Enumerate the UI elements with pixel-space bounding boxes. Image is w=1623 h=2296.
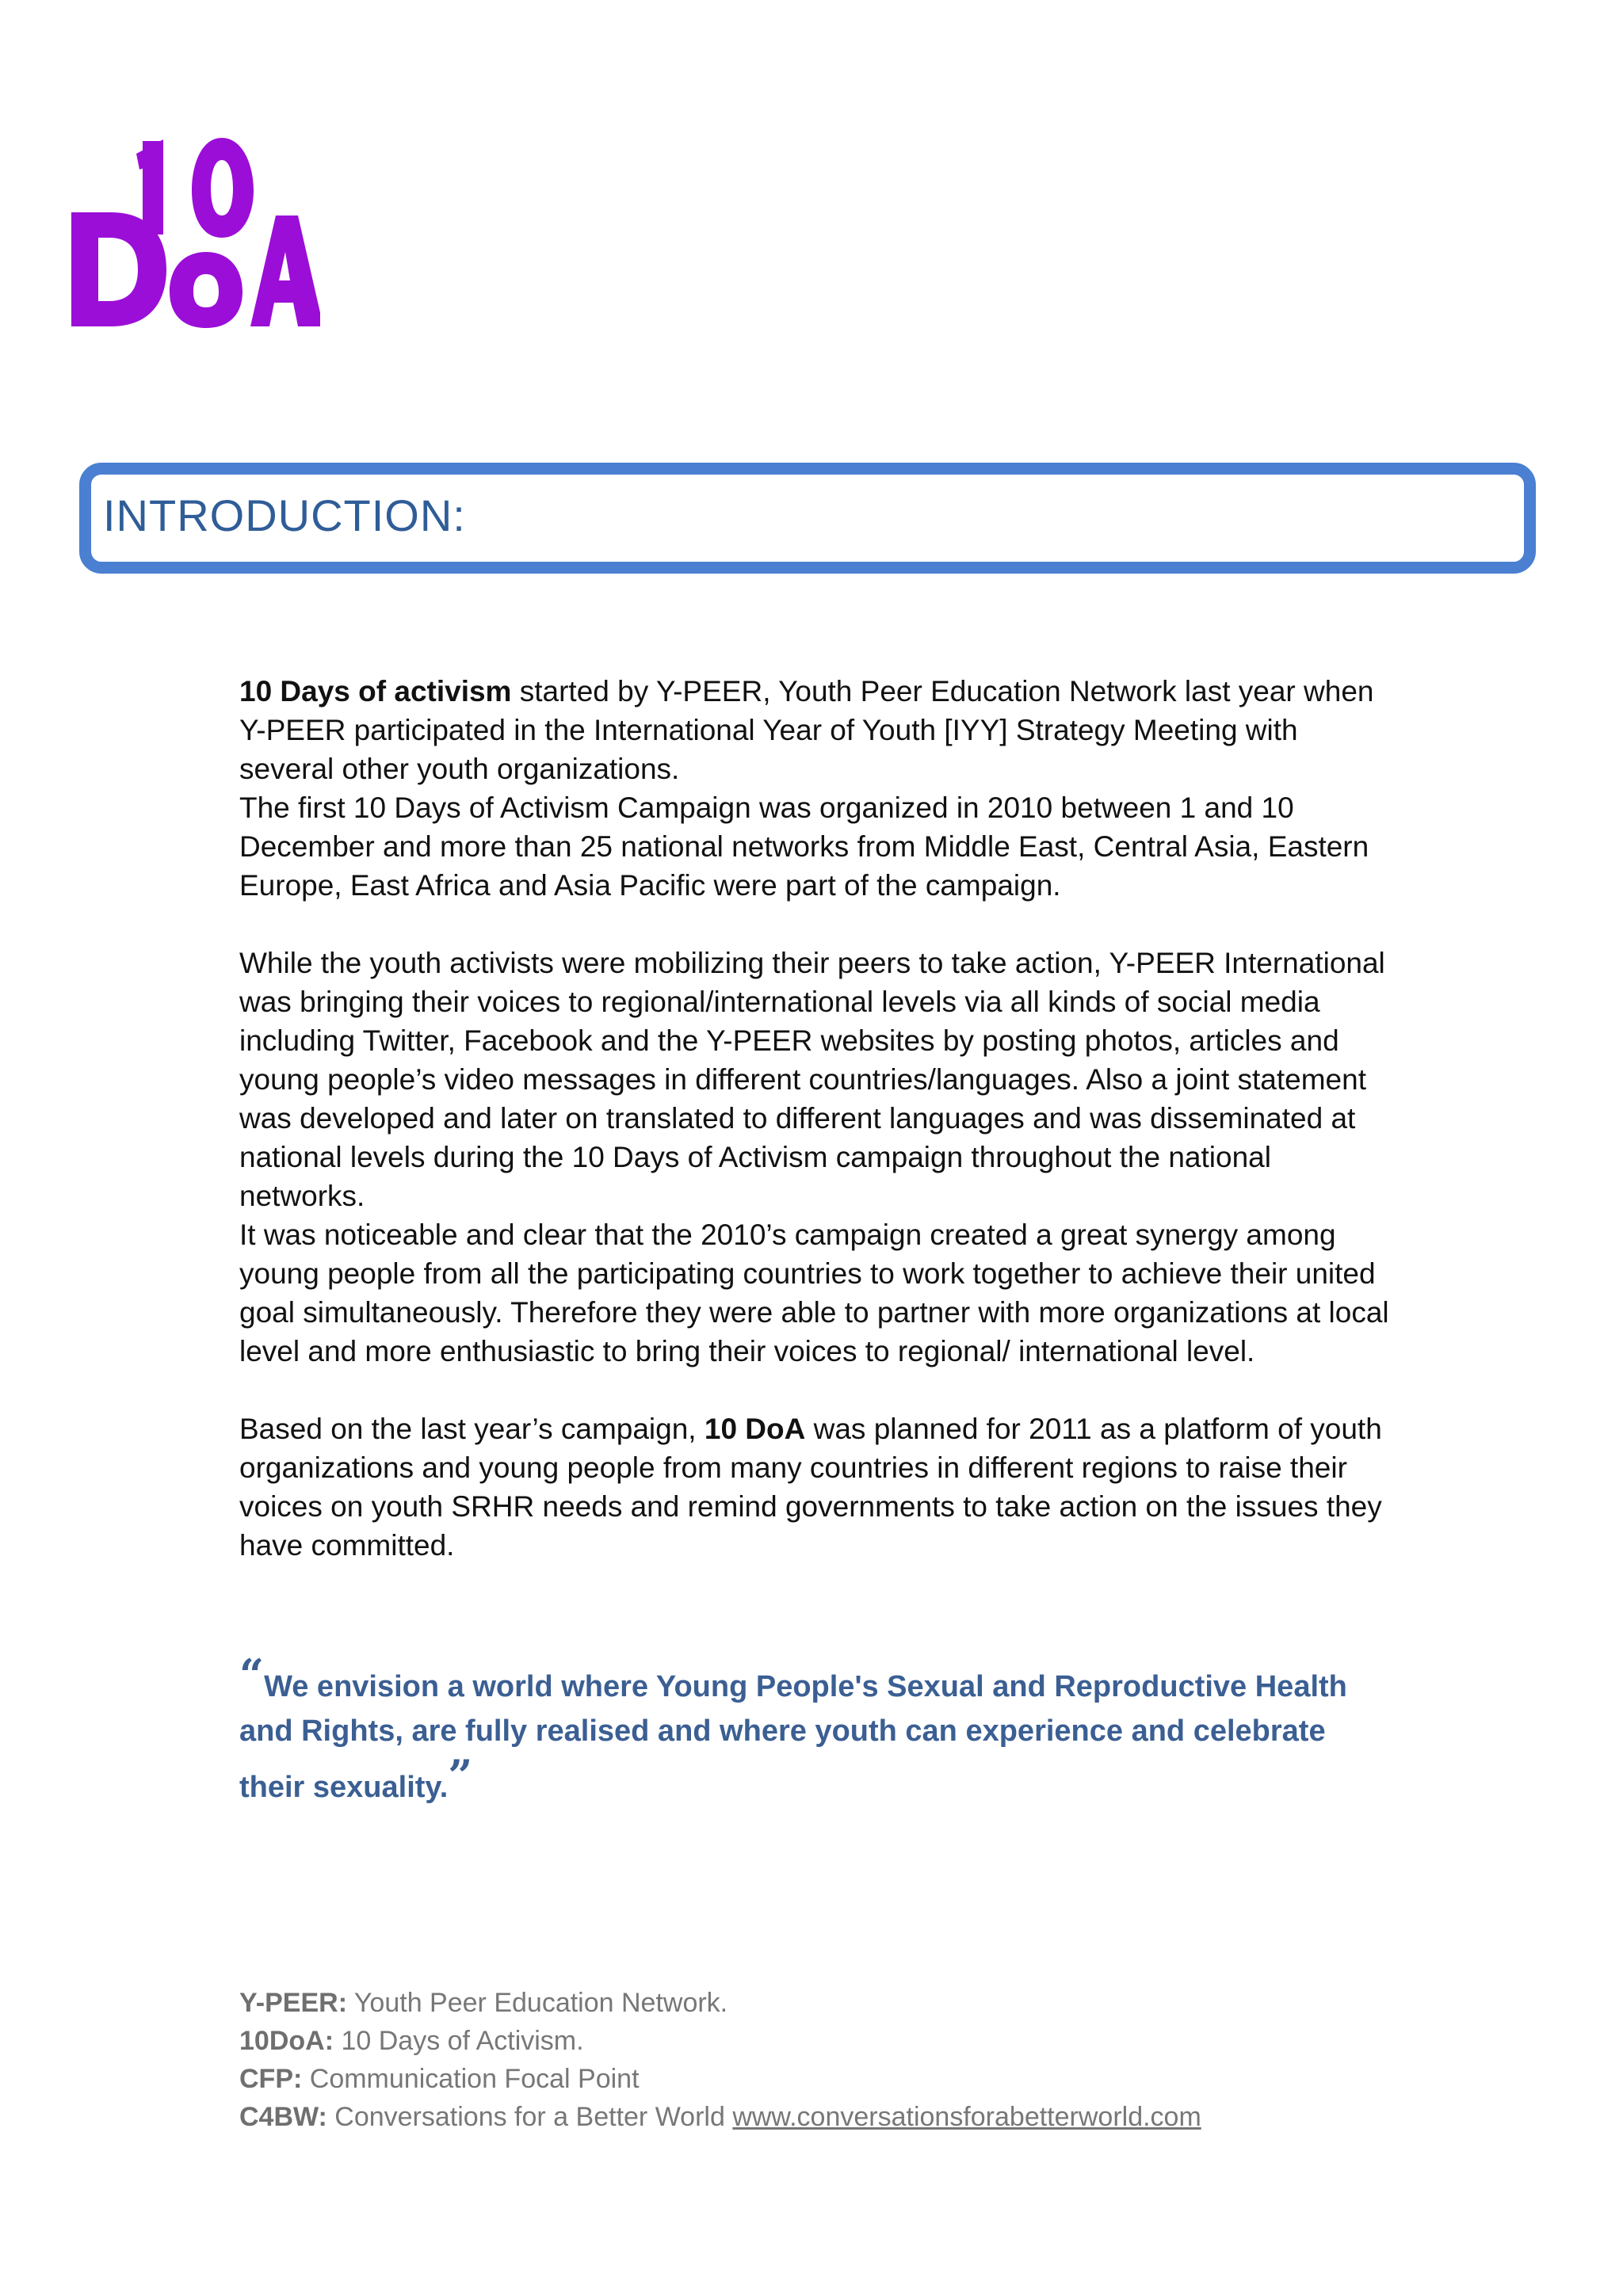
glossary-item [239, 2022, 1396, 2060]
website-link[interactable]: www.conversationsforabetterworld.com [732, 2102, 1201, 2132]
introduction-heading: INTRODUCTION: [103, 490, 466, 540]
glossary-term: C4BW: [239, 2102, 327, 2132]
paragraph-3: While the youth activists were mobilizing their peers to take action, Y-PEER International was bringing their voices to regional/international levels via all kinds of social media including Twitter, Facebook and the Y-PEER websites by posting photos, articles and young people’s video messages in different countries/languages. Also a joint statement was developed and later on translated to different languages and was disseminated at national levels during the 10 Days of Activism campaign throughout the national networks. [239, 947, 1385, 1212]
paragraph-5-bold: 10 DoA [704, 1413, 806, 1445]
glossary-item [239, 2098, 1396, 2136]
vision-quote [239, 1650, 1396, 1810]
paragraph-1-text: started by Y-PEER, Youth Peer Education Network last year when Y-PEER participated in the International Year of Youth [IYY] Strategy Meeting with several other youth organizations. [239, 675, 1374, 785]
open-quote-mark: “ [239, 1650, 265, 1700]
close-quote-mark: ” [448, 1750, 473, 1801]
glossary-item [239, 2060, 1396, 2098]
paragraph-5-start: Based on the last year’s campaign, [239, 1413, 705, 1445]
glossary [239, 1984, 1396, 2136]
quote-text: We envision a world where Young People's Sexual and Reproductive Health and Rights, are fully realised and where youth can experience and celebrate their sexuality. [239, 1670, 1347, 1804]
paragraph-5-rest: was planned for 2011 as a platform of youth organizations and young people from many countries in different regions to raise their voices on youth SRHR needs and remind governments to take action on the issues they have committed. [239, 1413, 1382, 1562]
campaign-name: 10 Days of activism [239, 675, 512, 707]
glossary-item [239, 1984, 1396, 2022]
glossary-term: CFP: [239, 2064, 303, 2094]
paragraph-5 [239, 1409, 1396, 1565]
glossary-definition: Youth Peer Education Network. [347, 1988, 728, 2018]
glossary-definition: Conversations for a Better World [327, 2102, 733, 2132]
glossary-term: 10DoA: [239, 2026, 334, 2056]
glossary-term: Y-PEER: [239, 1988, 348, 2018]
paragraph-1 [239, 672, 1396, 788]
body-text [239, 672, 1396, 1565]
paragraph-2: The first 10 Days of Activism Campaign was organized in 2010 between 1 and 10 December and more than 25 national networks from Middle East, Central Asia, Eastern Europe, East Africa and Asia Pacific were part of the campaign. [239, 791, 1369, 902]
10doa-logo [67, 133, 320, 331]
glossary-definition: Communication Focal Point [302, 2064, 640, 2094]
glossary-definition: 10 Days of Activism. [334, 2026, 584, 2056]
paragraph-4: It was noticeable and clear that the 2010’s campaign created a great synergy among young people from all the participating countries to work together to achieve their united goal simultaneously. Therefore they were able to partner with more organizations at local level and more enthusiastic to bring their voices to regional/ international level. [239, 1219, 1389, 1367]
